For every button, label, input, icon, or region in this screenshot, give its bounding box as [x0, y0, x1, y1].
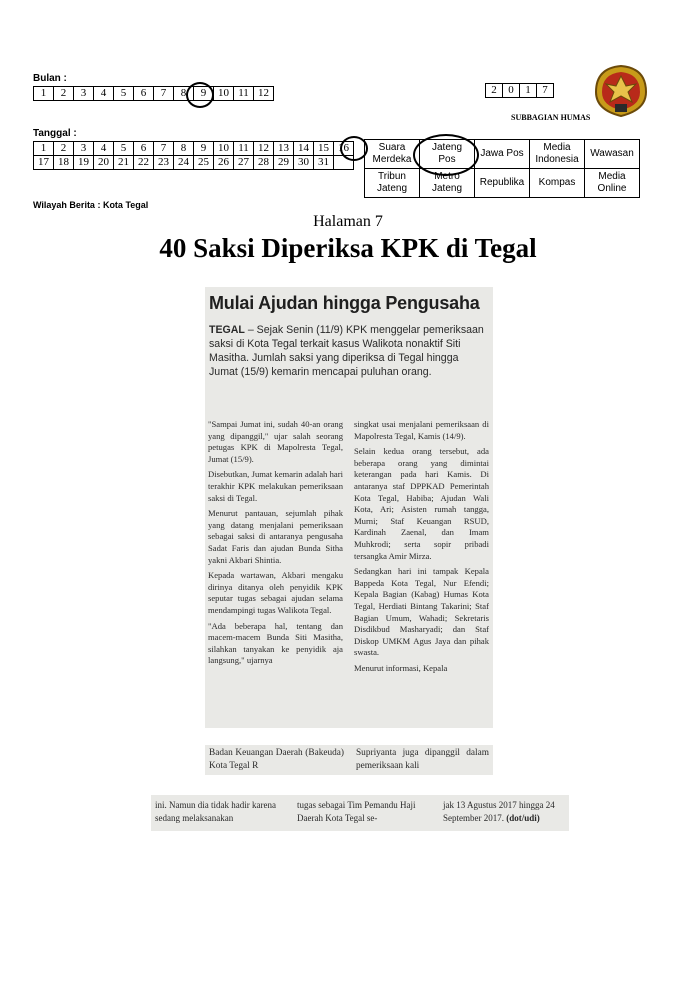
date-cell: 7 — [154, 142, 174, 156]
wilayah-berita: Wilayah Berita : Kota Tegal — [33, 200, 149, 210]
date-cell: 17 — [34, 156, 54, 170]
cont2-text: jak 13 Agustus 2017 hingga 24 September 2017. — [443, 800, 555, 823]
date-cell: 23 — [154, 156, 174, 170]
month-cell: 4 — [94, 87, 114, 101]
department-label: SUBBAGIAN HUMAS — [511, 113, 591, 122]
page-title: 40 Saksi Diperiksa KPK di Tegal — [159, 233, 537, 263]
date-cell: 2 — [54, 142, 74, 156]
article-paragraph: Sedangkan hari ini tampak Kepala Bappeda Kota Tegal, Nur Efendi; Kepala Bagian (Kabag) Humas Kota Tegal, Herdiati Bintang Takarini; Staf Bagian Umum, Wahadi; Sekretaris Disdikbud Masharyadi; dan Staf Diskop UMKM Agus Jaya dan pihak swasta. — [354, 566, 489, 658]
article-paragraph: Menurut informasi, Kepala — [354, 662, 448, 673]
article-paragraph: "Ada beberapa hal, tentang dan macem-macem Bunda Siti Masitha, silahkan tanyakan ke penyidik aja langsung," ujarnya — [208, 620, 343, 666]
clipping-headline: Mulai Ajudan hingga Pengusaha — [209, 293, 480, 313]
media-option: Kompas — [530, 169, 585, 198]
media-option: Media Online — [585, 169, 640, 198]
date-cell: 15 — [314, 142, 334, 156]
date-cell: 30 — [294, 156, 314, 170]
lead-text: – Sejak Senin (11/9) KPK menggelar pemeriksaan saksi di Kota Tegal terkait kasus Walikota nonaktif Siti Masitha. Jumlah saksi yang diperiksa di Tegal hingga Jumat (15/9) kemarin mencapai puluhan orang. — [209, 324, 484, 378]
media-option: Wawasan — [585, 140, 640, 169]
date-grid — [33, 141, 354, 170]
month-cell: 7 — [154, 87, 174, 101]
date-cell: 31 — [314, 156, 334, 170]
date-cell: 3 — [74, 142, 94, 156]
month-cell: 8 — [174, 87, 194, 101]
media-option: Suara Merdeka — [365, 140, 420, 169]
media-option: Tribun Jateng — [365, 169, 420, 198]
year-digit-cell: 2 — [486, 84, 503, 98]
date-cell: 10 — [214, 142, 234, 156]
month-grid — [33, 86, 274, 101]
month-cell: 10 — [214, 87, 234, 101]
date-cell: 27 — [234, 156, 254, 170]
year-digit-cell: 1 — [520, 84, 537, 98]
month-cell: 9 — [194, 87, 214, 101]
news-clipping — [205, 287, 493, 728]
date-cell: 18 — [54, 156, 74, 170]
selected-media-circle — [413, 134, 479, 176]
date-cell: 13 — [274, 142, 294, 156]
tanggal-label: Tanggal : — [33, 128, 77, 139]
article-paragraph: Menurut pantauan, sejumlah pihak yang datang menjalani pemeriksaan sebagai saksi di antaranya pengusaha Sadat Faris dan ajudan Bunda Sitha yakni Akbari Shintia. — [208, 508, 343, 565]
selected-month-circle — [186, 82, 214, 108]
date-cell: 26 — [214, 156, 234, 170]
date-cell: 11 — [234, 142, 254, 156]
date-cell: 4 — [94, 142, 114, 156]
date-cell: 8 — [174, 142, 194, 156]
media-option: Metro Jateng — [420, 169, 475, 198]
media-option: Republika — [475, 169, 530, 198]
media-option: Jawa Pos — [475, 140, 530, 169]
month-cell: 5 — [114, 87, 134, 101]
cont1-left: Badan Keuangan Daerah (Bakeuda) Kota Tegal R — [209, 748, 344, 771]
cont1-right: Supriyanta juga dipanggil dalam pemeriksaan kali — [356, 748, 489, 771]
article-paragraph: Kepada wartawan, Akbari mengaku dirinya ditanya oleh penyidik KPK seputar tugas sebagai ajudan selama mendampingi tugas Walikota Tegal. — [208, 570, 343, 615]
month-cell: 6 — [134, 87, 154, 101]
date-cell: 5 — [114, 142, 134, 156]
month-cell: 3 — [74, 87, 94, 101]
date-cell: 21 — [114, 156, 134, 170]
continuation-strip-1 — [205, 745, 493, 775]
year-digit-cell: 0 — [503, 84, 520, 98]
month-cell: 2 — [54, 87, 74, 101]
article-paragraph: "Sampai Jumat ini, sudah 40-an orang yang dipanggil," ujar salah seorang petugas KPK di Mapolresta Tegal, Jumat (15/9). — [208, 419, 343, 464]
media-table — [364, 139, 640, 198]
page-label: Halaman 7 — [313, 213, 383, 230]
continuation-strip-2 — [151, 795, 569, 831]
date-cell: 16 — [334, 142, 354, 156]
date-cell: 1 — [34, 142, 54, 156]
article-column-right — [354, 419, 489, 678]
lead-dateline: TEGAL — [209, 324, 245, 336]
bulan-label: Bulan : — [33, 73, 67, 84]
date-cell: 9 — [194, 142, 214, 156]
date-cell: 12 — [254, 142, 274, 156]
date-cell: 22 — [134, 156, 154, 170]
article-column-left — [208, 419, 343, 671]
date-cell: 20 — [94, 156, 114, 170]
date-cell: 25 — [194, 156, 214, 170]
date-cell: 19 — [74, 156, 94, 170]
media-option: Jateng Pos — [420, 140, 475, 169]
date-cell: 6 — [134, 142, 154, 156]
date-cell: 14 — [294, 142, 314, 156]
government-emblem — [588, 62, 654, 120]
cont2-col-c — [443, 799, 567, 825]
article-paragraph: Selain kedua orang tersebut, ada beberapa orang yang dimintai keterangan pada hari Kamis. Di antaranya staf DPPKAD Pemerintah Kota Tegal, Habiba; Ajudan Wali Kota, Ari; Asisten rumah tangga, Murni; Staf Keuangan RSUD, Kardinah Zaenal, dan Imam Muhkrodi; serta sopir pribadi tersangka Amir Mirza. — [354, 446, 489, 561]
media-option: Media Indonesia — [530, 140, 585, 169]
cont2-col-b: tugas sebagai Tim Pemandu Haji Daerah Kota Tegal se- — [297, 800, 416, 823]
clipping-lead — [209, 323, 489, 379]
article-paragraph: Disebutkan, Jumat kemarin adalah hari terakhir KPK melakukan pemeriksaan saksi di Tegal. — [208, 469, 343, 503]
cont2-col-a: ini. Namun dia tidak hadir karena sedang melaksanakan — [155, 800, 276, 823]
month-cell: 11 — [234, 87, 254, 101]
date-cell: 28 — [254, 156, 274, 170]
month-cell: 1 — [34, 87, 54, 101]
year-digit-cell: 7 — [537, 84, 554, 98]
month-cell: 12 — [254, 87, 274, 101]
date-cell: 24 — [174, 156, 194, 170]
article-paragraph: singkat usai menjalani pemeriksaan di Mapolresta Tegal, Kamis (14/9). — [354, 419, 489, 441]
year-grid — [485, 83, 554, 98]
date-cell: 29 — [274, 156, 294, 170]
cont2-signature: (dot/udi) — [506, 813, 540, 823]
